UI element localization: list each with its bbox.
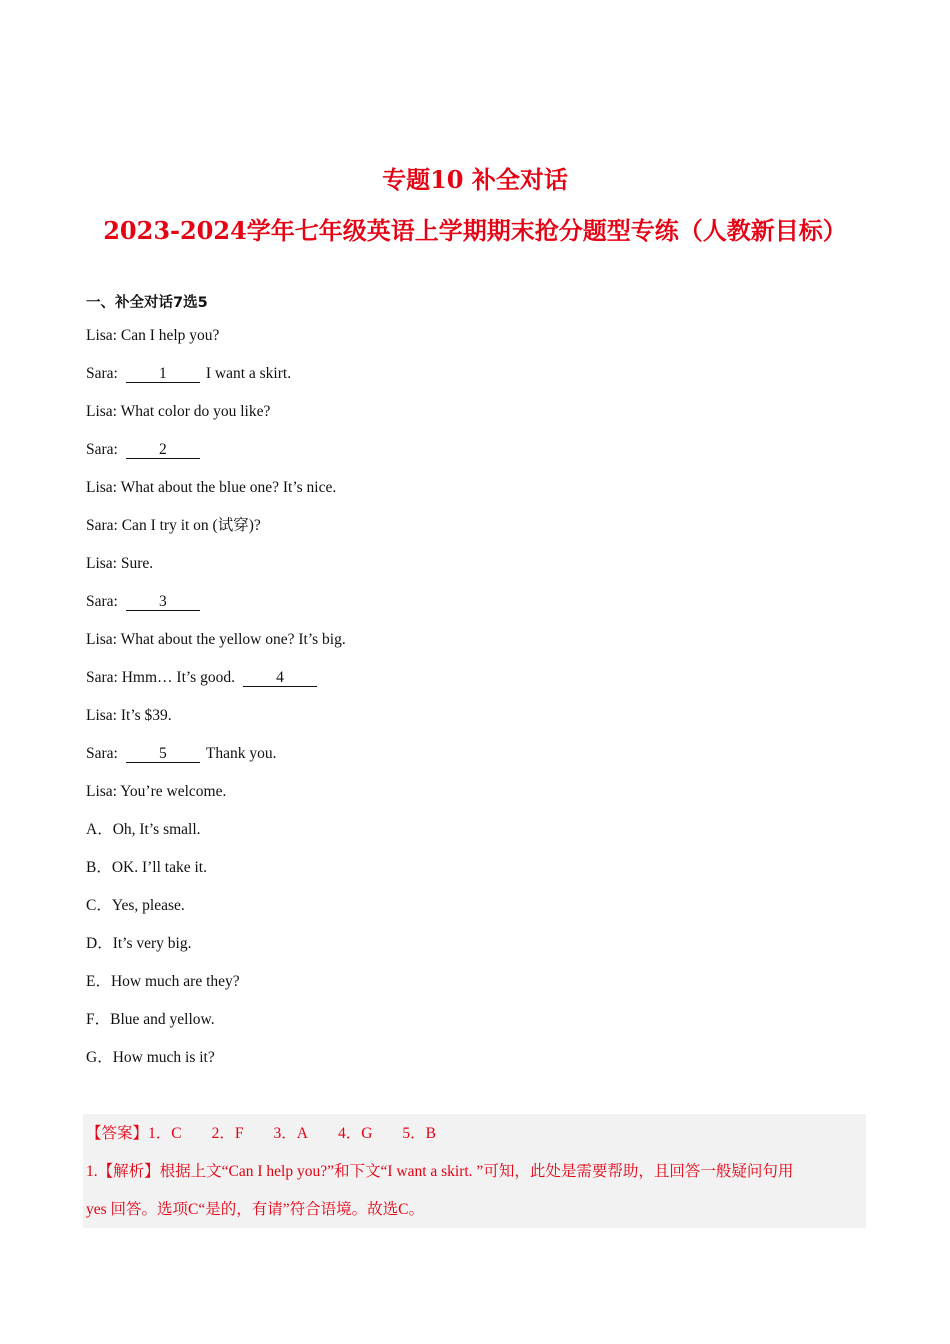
option-c: C．Yes, please. — [86, 897, 185, 914]
dialogue-text: Thank you. — [205, 745, 277, 762]
dialogue-line — [86, 706, 172, 726]
dialogue-text: Lisa: Can I help you? — [86, 327, 220, 344]
answer-item: 2．F — [211, 1125, 244, 1142]
page-title: 专题10 补全对话 — [382, 165, 568, 194]
answer-label: 【答案】 — [86, 1125, 149, 1142]
dialogue-text: Lisa: What color do you like? — [86, 403, 271, 420]
answer-item: 1．C — [148, 1125, 182, 1142]
answer-item: 4．G — [337, 1125, 373, 1142]
dialogue-line — [86, 782, 226, 802]
dialogue-line — [86, 364, 291, 384]
option-g: G．How much is it? — [86, 1049, 215, 1066]
dialogue-line — [86, 402, 270, 422]
dialogue-text: Lisa: It’s $39. — [86, 707, 172, 724]
dialogue-line — [86, 440, 206, 460]
speaker-text: Sara: — [86, 745, 118, 762]
answer-blank: 5 — [126, 746, 200, 763]
dialogue-text: Lisa: Sure. — [86, 555, 154, 572]
option-b: B．OK. I’ll take it. — [86, 859, 207, 876]
dialogue-line — [86, 554, 153, 574]
dialogue-line — [86, 744, 276, 764]
dialogue-text: Lisa: You’re welcome. — [86, 783, 227, 800]
speaker-text: Sara: — [86, 593, 118, 610]
answer-key — [86, 1124, 466, 1144]
option-a: A．Oh, It’s small. — [86, 821, 201, 838]
dialogue-text: Lisa: What about the blue one? It’s nice. — [86, 479, 337, 496]
dialogue-line — [86, 668, 323, 688]
answer-explanation-cont: yes 回答。选项C“是的，有请”符合语境。故选C。 — [86, 1201, 424, 1218]
dialogue-line — [86, 592, 206, 612]
speaker-text: Sara: Hmm… It’s good. — [86, 669, 235, 686]
option-e: E．How much are they? — [86, 973, 240, 990]
dialogue-text: Sara: Can I try it on (试穿)? — [86, 517, 261, 534]
answer-blank: 1 — [126, 366, 200, 383]
answer-explanation: 1.【解析】根据上文“Can I help you?”和下文“I want a skirt. ”可知，此处是需要帮助，且回答一般疑问句用 — [86, 1163, 794, 1180]
dialogue-line — [86, 630, 346, 650]
section-heading: 一、补全对话7选5 — [86, 295, 208, 311]
option-d: D．It’s very big. — [86, 935, 192, 952]
dialogue-line — [86, 326, 219, 346]
answer-item: 3．A — [273, 1125, 308, 1142]
dialogue-line — [86, 516, 261, 536]
option-f: F．Blue and yellow. — [86, 1011, 215, 1028]
dialogue-line — [86, 478, 336, 498]
speaker-text: Sara: — [86, 441, 118, 458]
answer-blank: 2 — [126, 442, 200, 459]
dialogue-text: I want a skirt. — [205, 365, 292, 382]
answer-blank: 3 — [126, 594, 200, 611]
dialogue-text: Lisa: What about the yellow one? It’s big. — [86, 631, 346, 648]
speaker-text: Sara: — [86, 365, 118, 382]
page-subtitle: 2023-2024学年七年级英语上学期期末抢分题型专练（人教新目标） — [103, 216, 847, 245]
answer-item: 5．B — [402, 1125, 436, 1142]
answer-blank: 4 — [243, 670, 317, 687]
